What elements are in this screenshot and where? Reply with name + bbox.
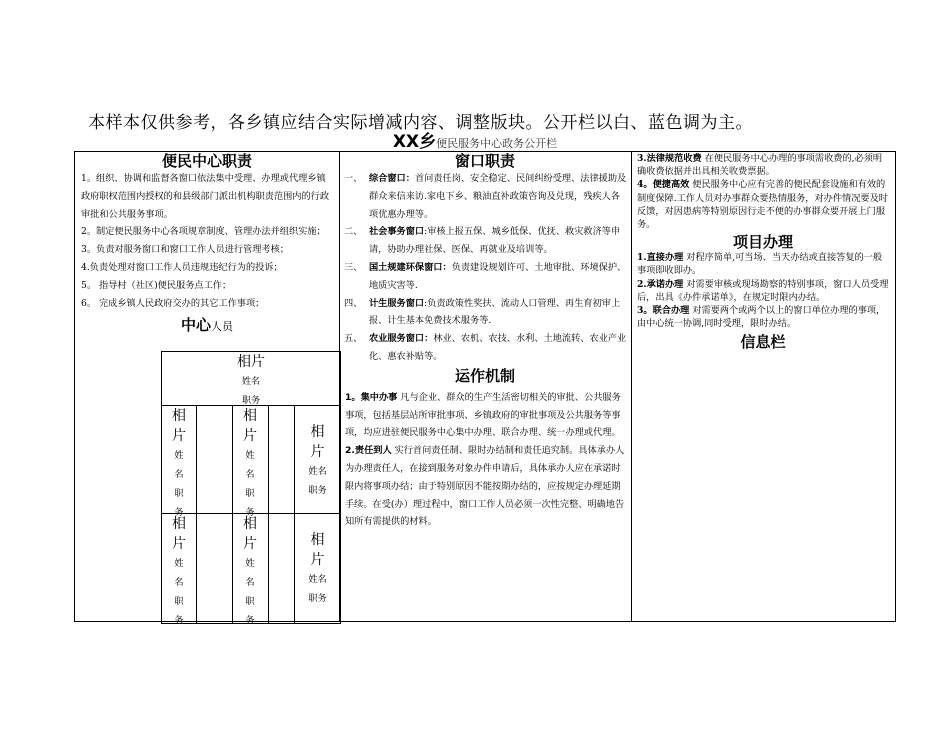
mechanism-item: 2.责任到人 实行首问责任制、限时办结制和责任追究制。具体承办人为办理责任人，在接到服务对象办件申请后，具体承办人应在承诺时限内将事项办结；由于特别原因不能按期办结的，应按规定办理延期手续。在受(办）理过程中，窗口工作人员必须一次性完整、明确地告知所有需提供的材料。 — [345, 445, 625, 528]
project-item: 3。联合办理 对需要两个或两个以上的窗口单位办理的事项，由中心统一协调,同时受理，限时办结。 — [637, 305, 886, 330]
mechanism-item: 3.法律规范收费 在便民服务中心办理的事项需收费的,必须明确收费依据并出具相关收费票据。 — [637, 153, 883, 178]
duty-item: 1。组织、协调和监督各窗口依法集中受理、办理或代理乡镇政府职权范围内授权的和县级部门派出机构职责范围内的行政审批和公共服务事项。 — [81, 173, 330, 220]
center-duties-heading: 便民中心职责 — [161, 152, 252, 170]
duty-item: 3。负责对服务窗口和窗口工作人员进行管理考核； — [81, 244, 289, 256]
staff-card: 相 片 姓 名 职 务 — [172, 408, 186, 518]
mechanism-item: 4。便捷高效 便民服务中心应有完善的便民配套设施和有效的制度保障.工作人员对办事群众要热情服务，对办件情况要及时反馈，对因患病等特别原因行走不便的办事群众要开展上门服务。 — [637, 179, 888, 231]
staff-job: 职务 — [241, 395, 261, 406]
project-item: 2.承诺办理 对需要审核或现场勘察的特别事项，窗口人员受理后，出具《办件承诺单》，在规定时限内办结。 — [637, 278, 889, 303]
staff-name: 姓名 — [241, 376, 261, 387]
notice-text: 本样本仅供参考，各乡镇应结合实际增减内容、调整版块。公开栏以白、蓝色调为主。 — [88, 113, 753, 133]
center-duties-list — [75, 170, 339, 312]
bulletin-board — [74, 151, 896, 626]
board-title-main: XX乡 — [392, 132, 437, 152]
window-list — [339, 170, 631, 366]
window-item: 四、 计生服务窗口:负责政策性奖扶、流动人口管理、再生育初审上报、计生基本免费技术服务等. — [344, 297, 621, 327]
window-item: 一、 综合窗口：首问责任岗、安全稳定、民间纠纷受理、法律援助及群众来信来访.家电下乡、粮油直补政策咨询及兑现，残疾人各项优惠办理等。 — [344, 173, 627, 220]
duty-item: 4.负责处理对窗口工作人员违规违纪行为的投诉； — [81, 261, 283, 273]
project-heading: 项目办理 — [732, 233, 793, 252]
project-item: 1.直接办理 对程序简单,可当场、当天办结或直接答复的一般事项即收即办。 — [637, 252, 883, 277]
window-duties-column — [339, 152, 632, 621]
staff-title: 中心人员 — [180, 316, 233, 335]
center-duties-column — [75, 152, 340, 626]
right-column — [631, 152, 895, 621]
board-title — [0, 133, 950, 153]
photo-placeholder: 相片 — [237, 354, 265, 370]
duty-item: 2。制定便民服务中心各项规章制度、管理办法并组织实施； — [81, 226, 326, 238]
staff-card: 相 片 姓 名 职 务 — [243, 408, 257, 518]
window-duties-heading: 窗口职责 — [454, 152, 515, 170]
staff-table — [161, 351, 341, 624]
window-item: 二、 社会事务窗口:审核上报五保、城乡低保、优抚、救灾救济等申请，协助办理社保、医保、再就业及培训等。 — [344, 226, 621, 256]
board-title-sub: 便民服务中心政务公开栏 — [436, 137, 558, 150]
staff-card: 相 片 姓名 职务 — [308, 424, 327, 496]
window-item: 三、 国土规建环保窗口：负责建设规划许可、土地审批、环境保护、地质灾害等. — [344, 261, 627, 291]
staff-card: 相 片 姓 名 职 务 — [172, 516, 186, 626]
mechanism-heading: 运作机制 — [454, 366, 515, 385]
duty-item: 6。 完成乡镇人民政府交办的其它工作事项； — [81, 297, 265, 309]
staff-card-head — [162, 352, 340, 410]
info-heading: 信息栏 — [740, 333, 786, 352]
staff-card: 相 片 姓名 职务 — [308, 532, 327, 604]
mechanism-item: 1。集中办事 凡与企业、群众的生产生活密切相关的审批、公共服务事项，包括基层站所审批事项、乡镇政府的审批事项及公共服务等事项，均应进驻便民服务中心集中办理、联合办理、统一办理或代理。 — [345, 391, 621, 439]
duty-item: 5。 指导村（社区)便民服务点工作； — [81, 279, 232, 291]
staff-card: 相 片 姓 名 职 务 — [243, 516, 257, 626]
window-item: 五、 农业服务窗口：林业、农机、农技、水利、土地流转、农业产业化、惠农补贴等。 — [344, 333, 627, 362]
